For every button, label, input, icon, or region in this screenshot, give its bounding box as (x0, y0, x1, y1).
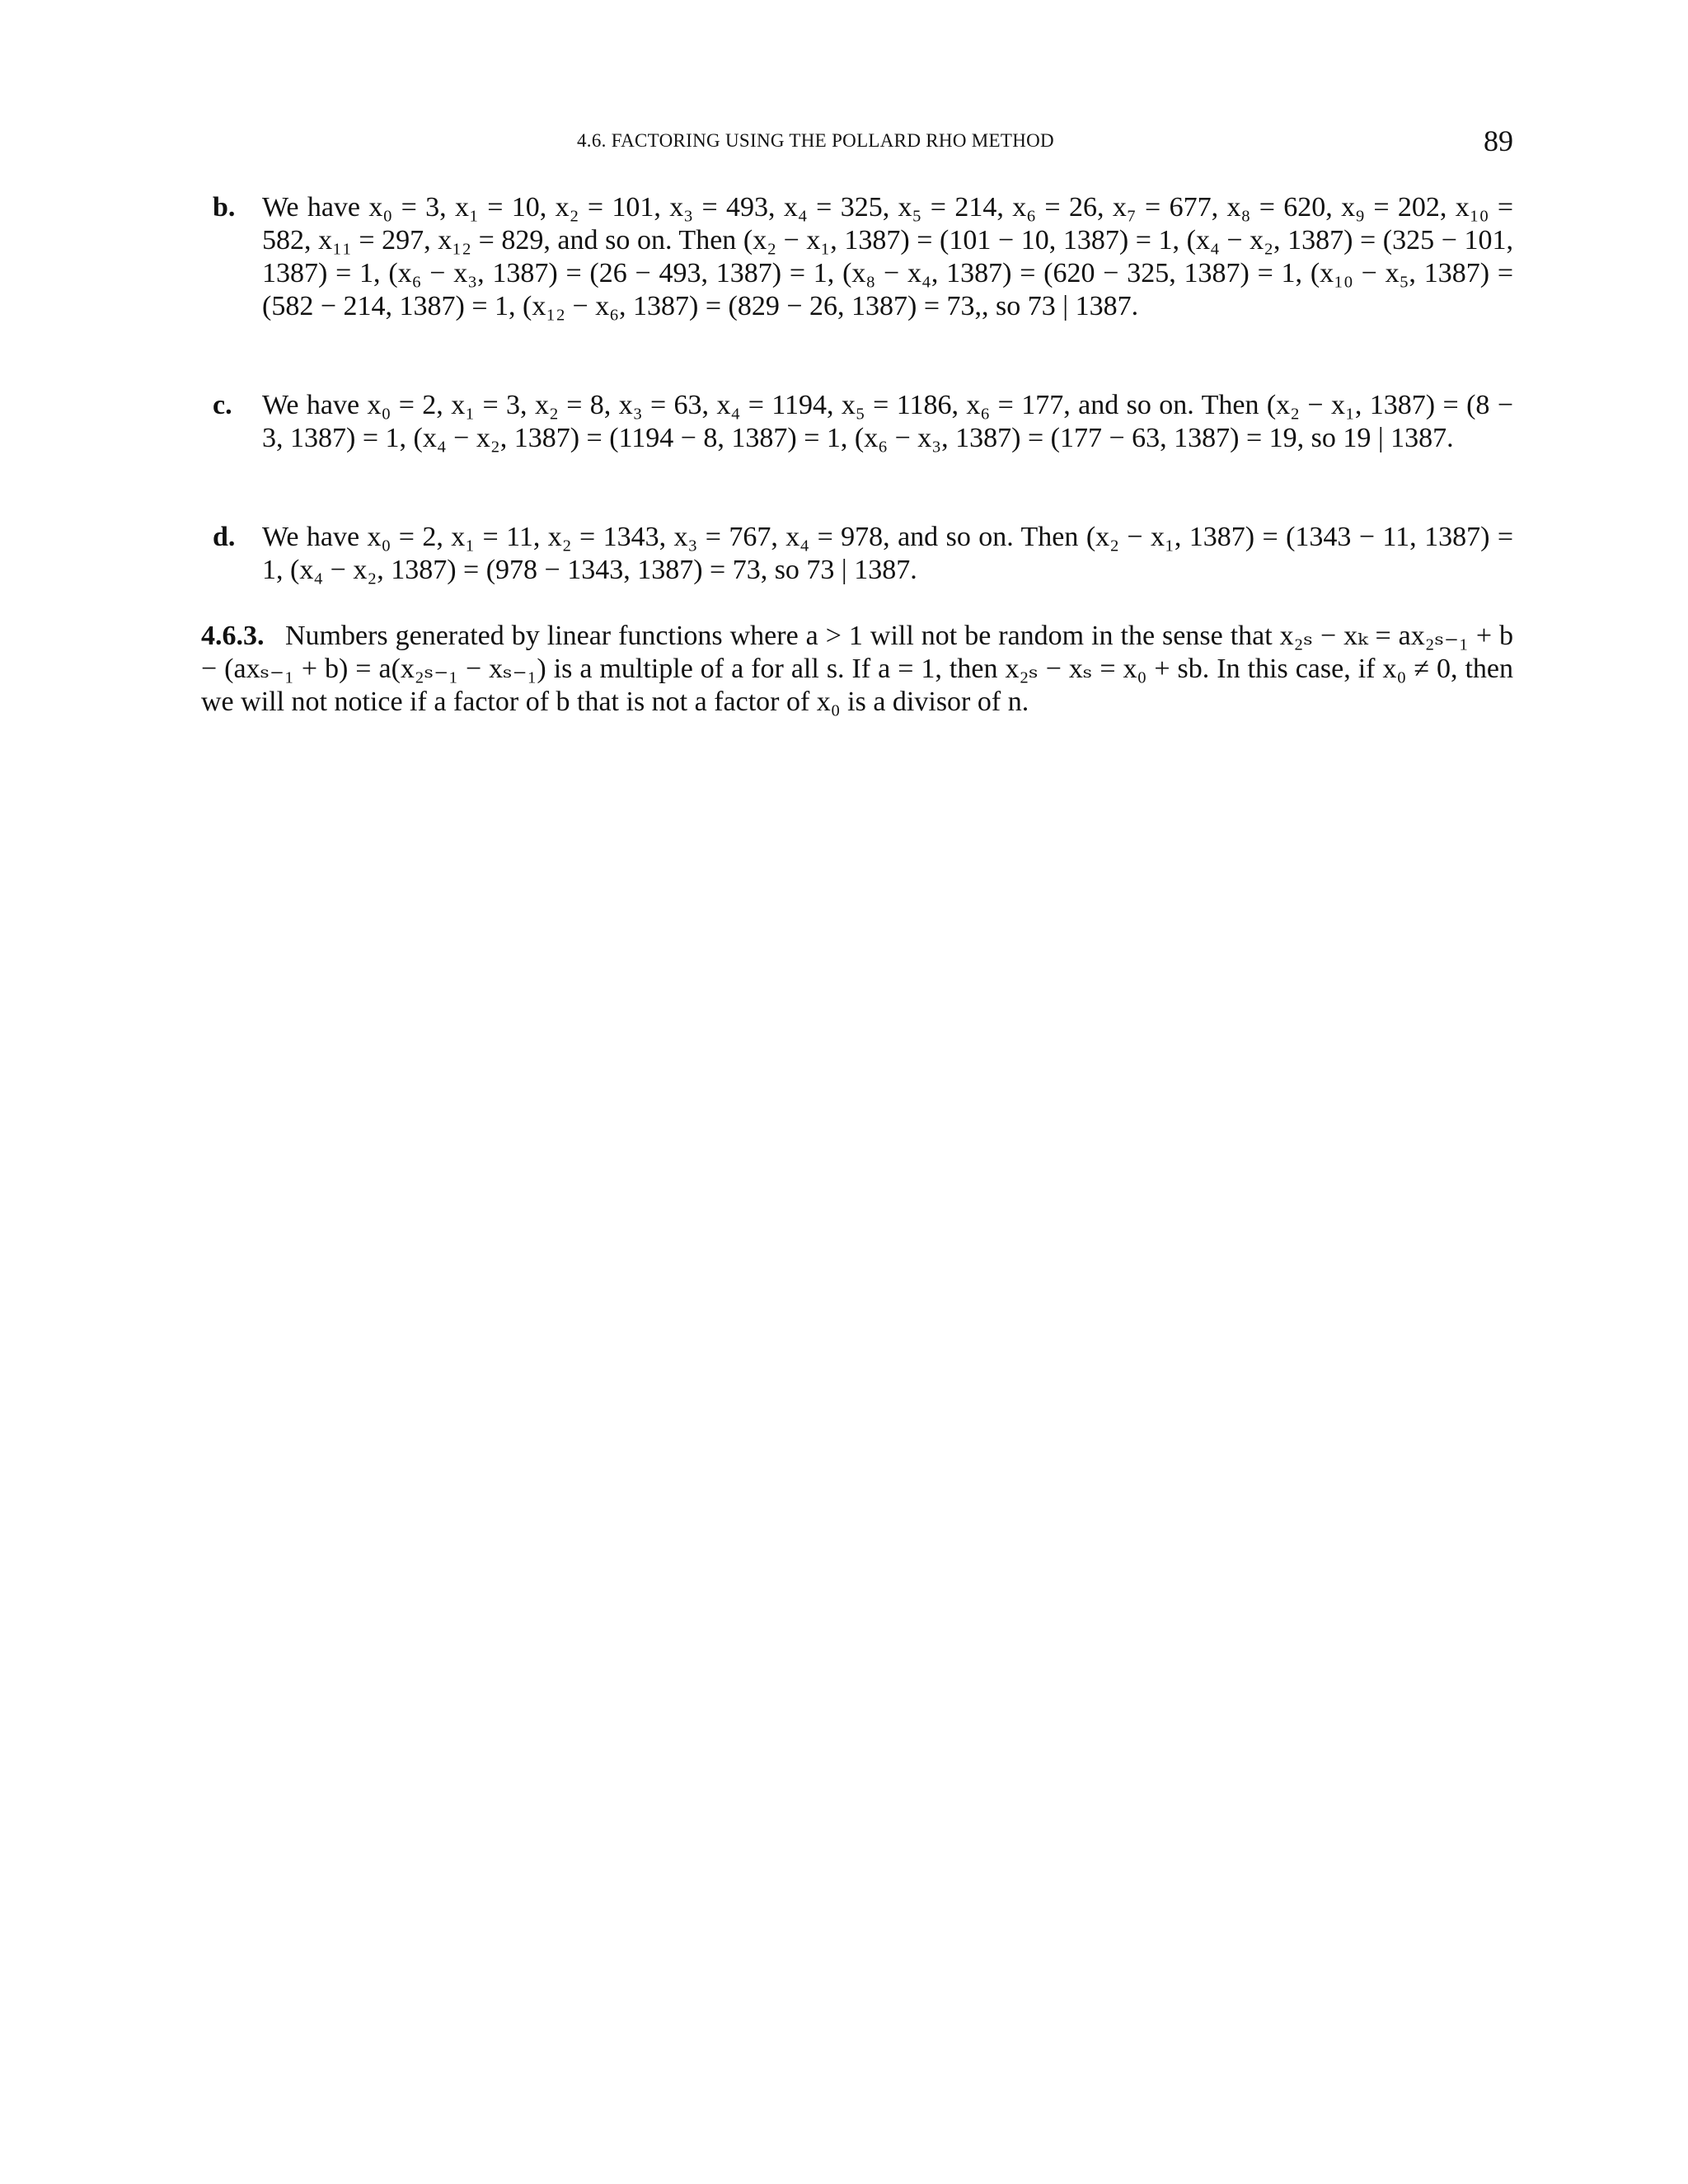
solution-part-c (213, 389, 1513, 455)
exercise-4-6-3 (201, 620, 1513, 719)
part-label-c: c. (213, 390, 232, 420)
part-text-b: We have x₀ = 3, x₁ = 10, x₂ = 101, x₃ = 493, x₄ = 325, x₅ = 214, x₆ = 26, x₇ = 677, x₈ = 620, x₉ = 202, x₁₀ = 582, x₁₁ = 297, x₁₂ = 829, and so on. Then (x₂ − x₁, 1387) = (101 − 10, 1387) = 1, (x₄ − x₂, 1387) = (325 − 101, 1387) = 1, (x₆ − x₃, 1387) = (26 − 493, 1387) = 1, (x₈ − x₄, 1387) = (620 − 325, 1387) = 1, (x₁₀ − x₅, 1387) = (582 − 214, 1387) = 1, (x₁₂ − x₆, 1387) = (829 − 26, 1387) = 73,, so 73 | 1387. (262, 192, 1513, 321)
running-title: 4.6. FACTORING USING THE POLLARD RHO METHOD (577, 130, 1054, 151)
page-header (0, 124, 1513, 162)
part-label-b: b. (213, 192, 236, 223)
exercise-label: 4.6.3. (201, 621, 265, 651)
part-text-d: We have x₀ = 2, x₁ = 11, x₂ = 1343, x₃ = 767, x₄ = 978, and so on. Then (x₂ − x₁, 1387) = (1343 − 11, 1387) = 1, (x₄ − x₂, 1387) = (978 − 1343, 1387) = 73, so 73 | 1387. (262, 522, 1513, 585)
exercise-text: Numbers generated by linear functions where a > 1 will not be random in the sense that x₂ₛ − xₖ = ax₂ₛ₋₁ + b − (axₛ₋₁ + b) = a(x₂ₛ₋₁ − xₛ₋₁) is a multiple of a for all s. If a = 1, then x₂ₛ − xₛ = x₀ + sb. In this case, if x₀ ≠ 0, then we will not notice if a factor of b that is not a factor of x₀ is a divisor of n. (201, 621, 1513, 717)
part-text-c: We have x₀ = 2, x₁ = 3, x₂ = 8, x₃ = 63, x₄ = 1194, x₅ = 1186, x₆ = 177, and so on. Then (x₂ − x₁, 1387) = (8 − 3, 1387) = 1, (x₄ − x₂, 1387) = (1194 − 8, 1387) = 1, (x₆ − x₃, 1387) = (177 − 63, 1387) = 19, so 19 | 1387. (262, 390, 1513, 453)
solution-part-b (213, 191, 1513, 323)
solution-part-d (213, 521, 1513, 587)
part-label-d: d. (213, 522, 236, 552)
page-number: 89 (1484, 124, 1513, 157)
